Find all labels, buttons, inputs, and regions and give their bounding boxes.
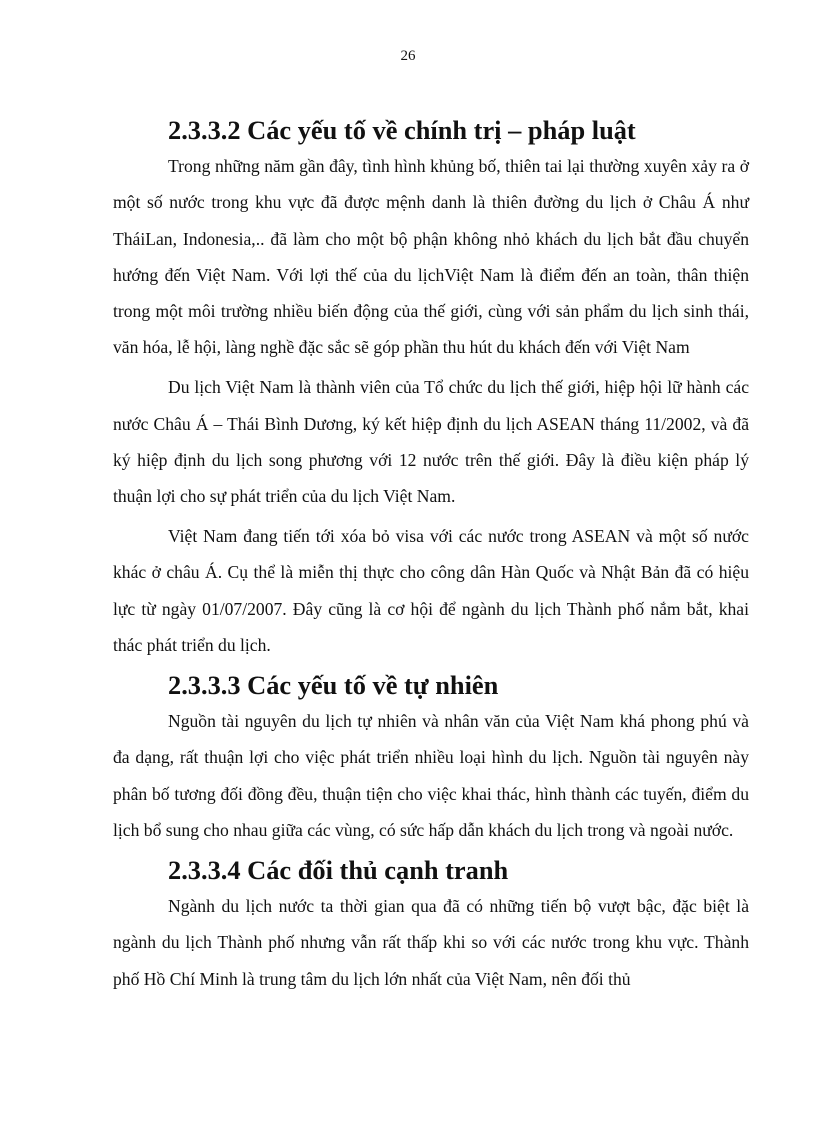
document-body: [113, 112, 749, 1001]
paragraph: Ngành du lịch nước ta thời gian qua đã có những tiến bộ vượt bậc, đặc biệt là ngành du lịch Thành phố nhưng vẫn rất thấp khi so với các nước trong khu vực. Thành phố Hồ Chí Minh là trung tâm du lịch lớn nhất của Việt Nam, nên đối thủ: [113, 896, 749, 989]
paragraph: Du lịch Việt Nam là thành viên của Tổ chức du lịch thế giới, hiệp hội lữ hành các nước Châu Á – Thái Bình Dương, ký kết hiệp định du lịch ASEAN tháng 11/2002, và đã ký hiệp định du lịch song phương với 12 nước trên thế giới. Đây là điều kiện pháp lý thuận lợi cho sự phát triển của du lịch Việt Nam.: [113, 377, 749, 507]
paragraph: Việt Nam đang tiến tới xóa bỏ visa với các nước trong ASEAN và một số nước khác ở châu Á. Cụ thể là miễn thị thực cho công dân Hàn Quốc và Nhật Bản đã có hiệu lực từ ngày 01/07/2007. Đây cũng là cơ hội để ngành du lịch Thành phố nắm bắt, khai thác phát triển du lịch.: [113, 526, 749, 655]
section-heading: 2.3.3.2 Các yếu tố về chính trị – pháp luật: [168, 115, 636, 145]
section-political-legal: [113, 112, 749, 663]
page-number: 26: [400, 48, 416, 64]
section-natural-factors: [113, 667, 749, 848]
paragraph: Nguồn tài nguyên du lịch tự nhiên và nhân văn của Việt Nam khá phong phú và đa dạng, rất thuận lợi cho việc phát triển nhiều loại hình du lịch. Nguồn tài nguyên này phân bố tương đối đồng đều, thuận tiện cho việc khai thác, hình thành các tuyến, điểm du lịch bổ sung cho nhau giữa các vùng, có sức hấp dẫn khách du lịch trong và ngoài nước.: [113, 711, 749, 840]
section-heading: 2.3.3.3 Các yếu tố về tự nhiên: [168, 670, 499, 701]
paragraph: Trong những năm gần đây, tình hình khủng bố, thiên tai lại thường xuyên xảy ra ở một số nước trong khu vực đã được mệnh danh là thiên đường du lịch ở Châu Á như TháiLan, Indonesia,.. đã làm cho một bộ phận không nhỏ khách du lịch bắt đầu chuyển hướng đến Việt Nam. Với lợi thế của du lịchViệt Nam là điểm đến an toàn, thân thiện trong một môi trường nhiều biến động của thế giới, cùng với sản phẩm du lịch sinh thái, văn hóa, lễ hội, làng nghề đặc sắc sẽ góp phần thu hút du khách đến với Việt Nam: [113, 156, 749, 358]
section-competitors: [113, 852, 749, 997]
section-heading: 2.3.3.4 Các đối thủ cạnh tranh: [168, 855, 509, 886]
